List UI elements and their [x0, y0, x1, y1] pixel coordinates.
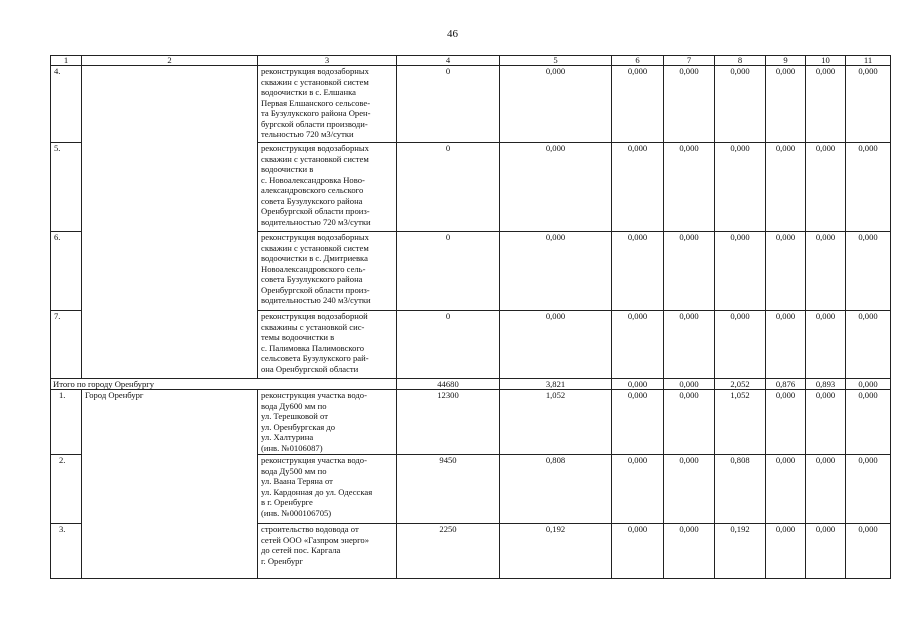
cell-value: 0,000 [715, 311, 766, 379]
cell-value: 0,000 [806, 311, 846, 379]
cell-value: 0,000 [612, 66, 664, 143]
cell-value: 0,000 [846, 390, 891, 455]
row-number: 5. [51, 143, 82, 232]
column-header: 5 [500, 56, 612, 66]
row-number: 7. [51, 311, 82, 379]
cell-value: 0,000 [612, 311, 664, 379]
cell-value: 0 [397, 143, 500, 232]
row-description: реконструкция водозаборных скважин с установкой систем водоочистки в с. Новоалександровка Ново- александровского сельского совета Бузулукского района Оренбургской области произ- водительностью 720 м3/сутки [258, 143, 397, 232]
column-header: 10 [806, 56, 846, 66]
cell-value: 0,000 [612, 232, 664, 311]
column-header: 9 [766, 56, 806, 66]
cell-value: 0,000 [766, 524, 806, 579]
investment-table [50, 55, 891, 579]
cell-value: 0,000 [846, 455, 891, 524]
cell-value: 0,000 [664, 524, 715, 579]
column-header: 8 [715, 56, 766, 66]
cell-value: 0,000 [806, 143, 846, 232]
cell-value: 2250 [397, 524, 500, 579]
column-header: 3 [258, 56, 397, 66]
cell-value: 3,821 [500, 379, 612, 390]
cell-value: 0,000 [664, 232, 715, 311]
cell-value: 0,000 [612, 524, 664, 579]
cell-value: 0,808 [715, 455, 766, 524]
cell-value: 0,000 [766, 66, 806, 143]
cell-value: 0,000 [766, 390, 806, 455]
cell-value: 0,000 [766, 455, 806, 524]
cell-value: 0,893 [806, 379, 846, 390]
cell-value: 9450 [397, 455, 500, 524]
cell-value: 0,000 [500, 66, 612, 143]
cell-value: 0,000 [806, 232, 846, 311]
cell-value: 0,000 [500, 311, 612, 379]
cell-value: 0,000 [806, 455, 846, 524]
row-description: реконструкция водозаборной скважины с установкой сис- темы водоочистки в с. Палимовка Палимовского сельсовета Бузулукского рай- она Оренбургской области [258, 311, 397, 379]
subtotal-label: Итого по городу Оренбургу [51, 379, 397, 390]
cell-value: 0,000 [612, 390, 664, 455]
cell-value: 0,000 [715, 232, 766, 311]
row-number: 2. [51, 455, 82, 524]
row-number: 6. [51, 232, 82, 311]
cell-value: 0,000 [715, 143, 766, 232]
cell-value: 0,000 [715, 66, 766, 143]
cell-value: 44680 [397, 379, 500, 390]
cell-value: 0,000 [664, 379, 715, 390]
subtotal-row [51, 379, 891, 390]
cell-value: 0,000 [846, 311, 891, 379]
district-cell [82, 66, 258, 379]
cell-value: 0,192 [500, 524, 612, 579]
cell-value: 1,052 [500, 390, 612, 455]
row-description: реконструкция водозаборных скважин с установкой систем водоочистки в с. Дмитриевка Новоалександровского сель- совета Бузулукского района Оренбургской области произ- водительностью 240 м3/сутки [258, 232, 397, 311]
table-row [51, 66, 891, 143]
cell-value: 0,000 [846, 232, 891, 311]
column-header: 11 [846, 56, 891, 66]
column-header: 6 [612, 56, 664, 66]
cell-value: 0,192 [715, 524, 766, 579]
cell-value: 0,000 [806, 66, 846, 143]
column-header: 1 [51, 56, 82, 66]
column-header: 4 [397, 56, 500, 66]
page-number: 46 [447, 28, 458, 40]
cell-value: 0,000 [500, 232, 612, 311]
cell-value: 0,000 [612, 143, 664, 232]
cell-value: 0,000 [766, 311, 806, 379]
cell-value: 0,000 [846, 66, 891, 143]
cell-value: 0,000 [664, 455, 715, 524]
row-description: реконструкция участка водо- вода Ду600 мм по ул. Терешковой от ул. Оренбургская до ул. Халтурина (инв. №0106087) [258, 390, 397, 455]
cell-value: 0,876 [766, 379, 806, 390]
cell-value: 0 [397, 66, 500, 143]
cell-value: 12300 [397, 390, 500, 455]
row-number: 4. [51, 66, 82, 143]
cell-value: 1,052 [715, 390, 766, 455]
cell-value: 0,000 [806, 524, 846, 579]
cell-value: 0,000 [806, 390, 846, 455]
row-description: строительство водовода от сетей ООО «Газпром энерго» до сетей пос. Каргала г. Оренбург [258, 524, 397, 579]
cell-value: 0,000 [612, 379, 664, 390]
cell-value: 0,000 [846, 379, 891, 390]
cell-value: 0 [397, 311, 500, 379]
cell-value: 0 [397, 232, 500, 311]
row-description: реконструкция водозаборных скважин с установкой систем водоочистки в с. Елшанка Первая Елшанского сельсове- та Бузулукского района Орен- бургской области производи- тельностью 720 м3/сутки [258, 66, 397, 143]
cell-value: 0,000 [846, 524, 891, 579]
cell-value: 0,000 [664, 311, 715, 379]
city-name: Город Оренбург [82, 390, 258, 579]
cell-value: 0,000 [664, 66, 715, 143]
row-description: реконструкция участка водо- вода Ду500 мм по ул. Ваана Теряна от ул. Кардонная до ул. Одесская в г. Оренбурге (инв. №000106705) [258, 455, 397, 524]
column-number-header [51, 56, 891, 66]
cell-value: 0,000 [766, 232, 806, 311]
table-row [51, 390, 891, 455]
row-number: 1. [51, 390, 82, 455]
cell-value: 0,000 [766, 143, 806, 232]
cell-value: 0,808 [500, 455, 612, 524]
cell-value: 0,000 [500, 143, 612, 232]
column-header: 2 [82, 56, 258, 66]
cell-value: 0,000 [846, 143, 891, 232]
cell-value: 0,000 [612, 455, 664, 524]
row-number: 3. [51, 524, 82, 579]
cell-value: 0,000 [664, 143, 715, 232]
cell-value: 2,052 [715, 379, 766, 390]
column-header: 7 [664, 56, 715, 66]
cell-value: 0,000 [664, 390, 715, 455]
